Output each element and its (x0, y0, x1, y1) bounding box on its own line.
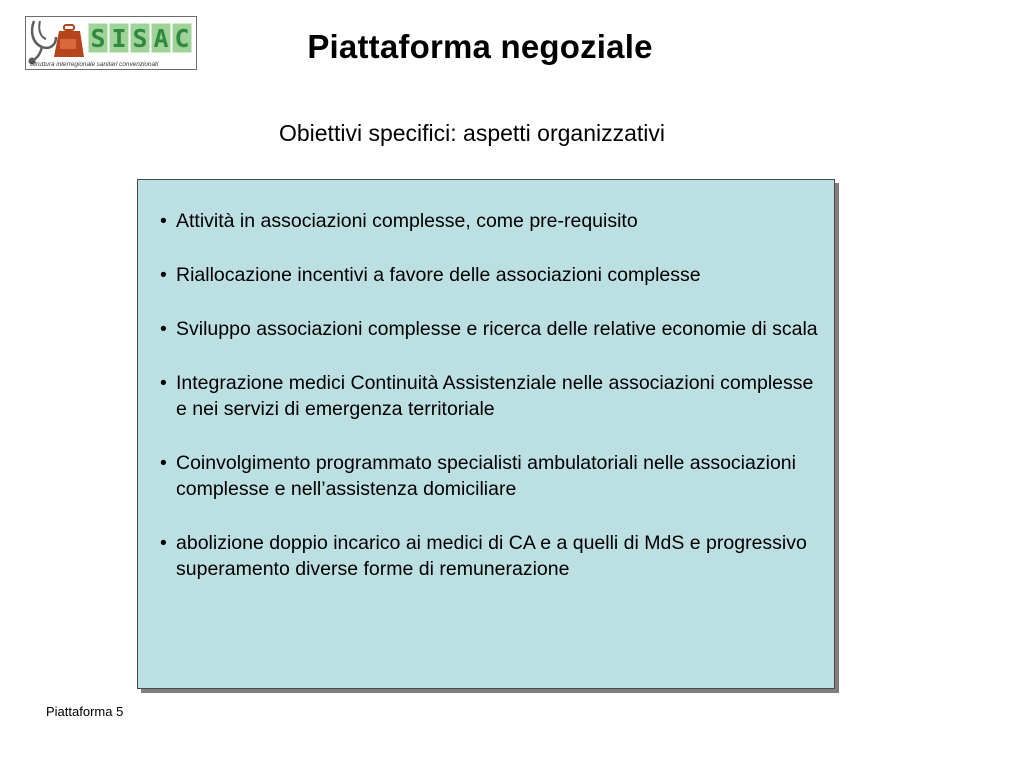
bullet-marker: • (160, 452, 167, 474)
objective-text: Coinvolgimento programmato specialisti ambulatoriali nelle associazioni complesse e nell’assistenza domiciliare (176, 452, 796, 500)
slide-footer: Piattaforma 5 (46, 704, 124, 719)
objective-text: Riallocazione incentivi a favore delle associazioni complesse (176, 264, 701, 286)
page-title: Piattaforma negoziale (307, 28, 653, 65)
bullet-marker: • (160, 264, 167, 286)
logo-tagline: Struttura interregionale sanitari convenzionati (30, 61, 159, 68)
logo-letter: C (174, 24, 190, 53)
bullet-marker: • (160, 318, 167, 340)
bullet-marker: • (160, 372, 167, 394)
objective-text: Attività in associazioni complesse, come pre-requisito (176, 210, 638, 232)
objectives-panel (137, 179, 835, 689)
objective-item (160, 450, 820, 502)
logo-letter: I (111, 24, 127, 53)
objective-item (160, 530, 820, 582)
bullet-marker: • (160, 532, 167, 554)
bullet-marker: • (160, 210, 167, 232)
objective-text: abolizione doppio incarico ai medici di CA e a quelli di MdS e progressivo superamento diverse forme di remunerazione (176, 532, 807, 580)
objective-item (160, 262, 820, 288)
objective-item (160, 208, 820, 234)
objectives-list (160, 208, 820, 610)
objective-text: Integrazione medici Continuità Assistenziale nelle associazioni complesse e nei servizi di emergenza territoriale (176, 372, 814, 420)
logo-letter: A (153, 24, 169, 53)
objective-text: Sviluppo associazioni complesse e ricerca delle relative economie di scala (176, 318, 818, 340)
page-subtitle: Obiettivi specifici: aspetti organizzativi (278, 120, 666, 146)
logo-letter: S (132, 24, 148, 53)
objective-item (160, 370, 820, 422)
objective-item (160, 316, 820, 342)
logo-letter: S (90, 24, 106, 53)
